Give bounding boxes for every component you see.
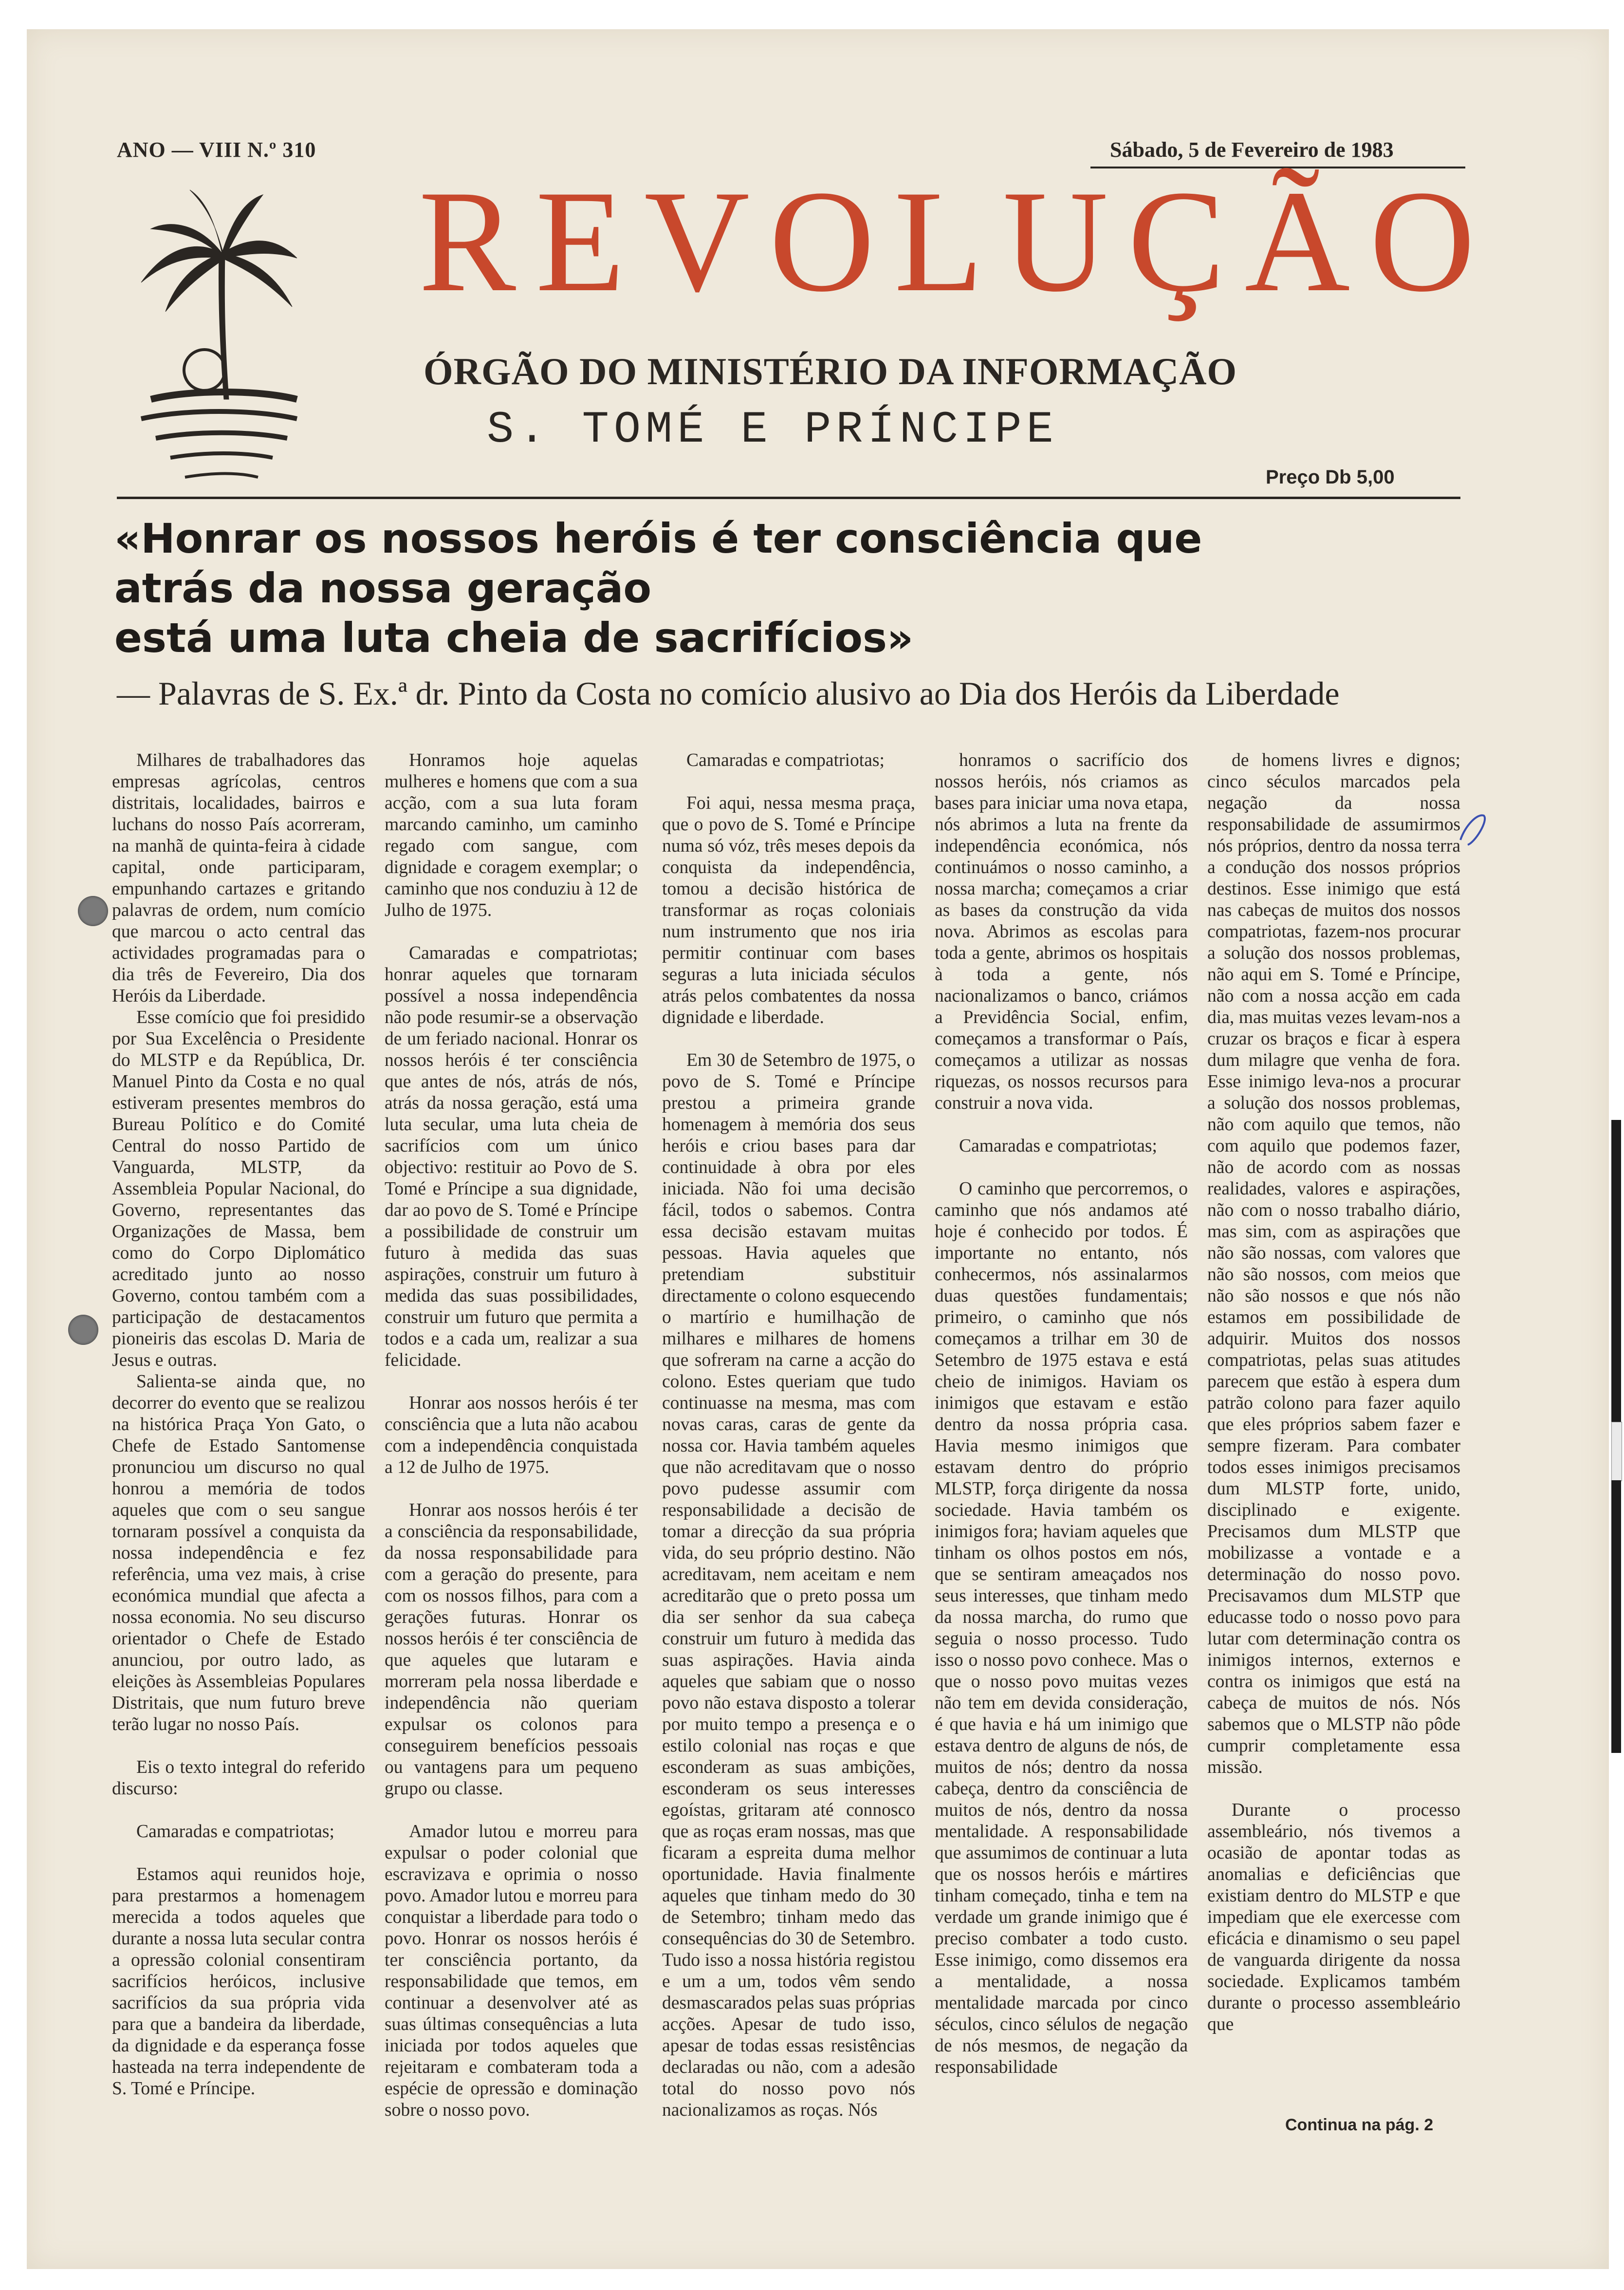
punch-hole	[78, 896, 108, 926]
main-headline	[114, 514, 1487, 663]
headline-subtitle: — Palavras de S. Ex.ª dr. Pinto da Costa no comício alusivo ao Dia dos Heróis da Liberdade	[117, 675, 1340, 712]
paragraph: Honramos hoje aquelas mulheres e homens que com a sua acção, com a sua luta foram marcando caminho, um caminho regado com sangue, com dignidade e coragem exemplar; o caminho que nos conduziu à 12 de Julho de 1975.	[385, 750, 638, 920]
country-line: S. TOMÉ E PRÍNCIPE	[487, 404, 1058, 455]
palm-tree-on-island-icon	[131, 185, 307, 497]
paragraph: Durante o processo assembleário, nós tivemos a ocasião de apontar todas as anomalias e deficiências que existiam dentro do MLSTP e que impediam que ele exercesse com eficácia e dinamismo o seu papel de vanguarda dirigente da nossa sociedade. Explicamos também durante o processo assembleário que	[1207, 1800, 1460, 2034]
paragraph: honramos o sacrifício dos nossos heróis, nós criamos as bases para iniciar uma nova etapa, nós abrimos a luta na frente da independência económica, nós continuámos o nosso caminho, a nossa marcha; começamos a criar as bases da construção da vida nova. Abrimos as escolas para toda a gente, abrimos os hospitais à toda a gente, nós nacionalizamos o banco, criámos a Previdência Social, enfim, começamos a transformar o País, começamos a utilizar as nossas riquezas, os nossos recursos para construir a nova vida.	[935, 750, 1188, 1113]
paragraph: Milhares de trabalhadores das empresas agrícolas, centros distritais, localidades, bairros e luchans do nosso País acorreram, na manhã de quinta-feira à cidade capital, onde participaram, empunhando cartazes e gritando palavras de ordem, num comício que marcou o acto central das actividades programadas para o dia três de Fevereiro, Dia dos Heróis da Liberdade.	[112, 750, 365, 1006]
paragraph: Salienta-se ainda que, no decorrer do evento que se realizou na histórica Praça Yon Gato, o Chefe de Estado Santomense pronunciou um discurso no qual honrou a memória de todos aqueles que com o seu sangue tornaram possível a conquista da nossa independência e fez referência, uma vez mais, à crise económica mundial que afecta a nossa economia. No seu discurso orientador o Chefe de Estado anunciou, por outro lado, as eleições às Assembleias Populares Distritais, que num futuro breve terão lugar no nosso País.	[112, 1372, 365, 1734]
paragraph: Honrar aos nossos heróis é ter a consciência da responsabilidade, da nossa responsabilidade para com a geração do presente, para com os nossos filhos, para com a gerações futuras. Honrar os nossos heróis é ter consciência de que aqueles que lutaram e morreram pela nossa liberdade e independência não queriam expulsar os colonos para conseguirem benefícios pessoais ou vantagens para um pequeno grupo ou classe.	[385, 1500, 638, 1799]
article-column-4	[935, 750, 1188, 2078]
paragraph: Estamos aqui reunidos hoje, para prestarmos a homenagem merecida a todos aqueles que durante a nossa luta secular contra a opressão colonial consentiram sacrifícios heróicos, inclusive sacrifícios da sua própria vida para que a bandeira da liberdade, da dignidade e da esperança fosse hasteada na terra independente de S. Tomé e Príncipe.	[112, 1864, 365, 2099]
headline-line-3: está uma luta cheia de sacrifícios»	[114, 614, 914, 662]
paragraph: Camaradas e compatriotas;	[136, 1822, 334, 1842]
paragraph: Camaradas e compatriotas;	[686, 750, 885, 770]
price-label: Preço Db 5,00	[1266, 466, 1395, 488]
headline-line-1: «Honrar os nossos heróis é ter consciência que	[114, 515, 1202, 562]
masthead-rule	[117, 497, 1460, 499]
article-column-5	[1207, 750, 1460, 2035]
issue-number: ANO — VIII N.º 310	[117, 138, 316, 162]
pen-mark-icon	[1456, 806, 1490, 850]
paragraph: Em 30 de Setembro de 1975, o povo de S. Tomé e Príncipe prestou a primeira grande homenagem à memória dos seus heróis e criou bases para dar continuidade à obra por eles iniciada. Não foi uma decisão fácil, todos o sabemos. Contra essa decisão estavam muitas pessoas. Havia aqueles que pretendiam substituir directamente o colono esquecendo o martírio e humilhação de milhares e milhares de homens que sofreram na carne a acção do colono. Estes queriam que tudo continuasse na mesma, mas com novas caras, caras de gente da nossa cor. Havia também aqueles que não acreditavam que o nosso povo pudesse assumir com responsabilidade a decisão de tomar a direcção da sua própria vida, do seu próprio destino. Não acreditavam, nem aceitam e nem acreditarão que o preto possa um dia ser senhor da sua cabeça construir um futuro à medida das suas aspirações. Havia ainda aqueles que sabiam que o nosso povo não estava disposto a tolerar por muito tempo a presença e o estilo colonial nas roças e que esconderam as suas ambições, esconderam os seus interesses egoístas, gritaram até connosco que as roças eram nossas, mas que ficaram a espreita duma melhor oportunidade. Havia finalmente aqueles que tinham medo do 30 de Setembro; tinham medo das consequências do 30 de Setembro. Tudo isso a nossa história registou e um a um, todos vêm sendo desmascarados pelas suas próprias acções. Apesar de tudo isso, apesar de todas essas resistências declaradas ou não, com a adesão total do nosso povo nós nacionalizamos as roças. Nós	[662, 1050, 915, 2120]
paragraph: Camaradas e compatriotas; honrar aqueles que tornaram possível a nossa independência não pode resumir-se a observação de um feriado nacional. Honrar os nossos heróis é ter consciência que antes de nós, atrás de nós, atrás da nossa geração, está uma luta secular, uma luta cheia de sacrifícios com um único objectivo: restituir ao Povo de S. Tomé e Príncipe a sua dignidade, dar ao povo de S. Tomé e Príncipe a possibilidade de construir um futuro à medida das suas aspirações, construir um futuro à medida das suas possibilidades, construir um futuro que permita a todos e a cada um, realizar a sua felicidade.	[385, 943, 638, 1370]
paragraph: Amador lutou e morreu para expulsar o poder colonial que escravizava e oprimia o nosso povo. Amador lutou e morreu para conquistar a liberdade para todo o povo. Honrar os nossos heróis é ter consciência portanto, da responsabilidade que temos, em continuar a desenvolver até as suas últimas consequências a luta iniciada por todos aqueles que rejeitaram e combateram toda a espécie de opressão e dominação sobre o nosso povo.	[385, 1822, 638, 2120]
continued-note: Continua na pág. 2	[1285, 2116, 1434, 2134]
punch-hole	[68, 1315, 98, 1345]
paragraph: Eis o texto integral do referido discurso:	[112, 1757, 365, 1799]
article-column-1	[112, 750, 365, 2100]
top-margin	[0, 0, 1624, 29]
paragraph: Esse comício que foi presidido por Sua Excelência o Presidente do MLSTP e da República, Dr. Manuel Pinto da Costa e no qual estiveram presentes membros do Bureau Político e do Comité Central do nosso Partido de Vanguarda, MLSTP, da Assembleia Popular Nacional, do Governo, representantes das Organizações de Massa, bem como do Corpo Diplomático acreditado junto ao nosso Governo, contou também com a participação de destacamentos pioneiris das escolas D. Maria de Jesus e outras.	[112, 1007, 365, 1370]
article-column-3	[662, 750, 915, 2121]
newspaper-title: REVOLUÇÃO	[419, 160, 1495, 322]
headline-line-2: atrás da nossa geração	[114, 564, 652, 612]
paragraph: Camaradas e compatriotas;	[959, 1136, 1157, 1156]
publisher-line: ÓRGÃO DO MINISTÉRIO DA INFORMAÇÃO	[424, 350, 1237, 392]
paragraph: de homens livres e dignos; cinco séculos marcados pela negação da nossa responsabilidade de assumirmos nós próprios, dentro da nossa terra a condução dos nossos próprios destinos. Esse inimigo que está nas cabeças de muitos dos nossos compatriotas, fazem-nos procurar a solução dos nossos problemas, não aqui em S. Tomé e Príncipe, não com a nossa acção em cada dia, mas muitas vezes levam-nos a cruzar os braços e ficar à espera dum milagre que venha de fora. Esse inimigo leva-nos a procurar a solução dos nossos problemas, não com aquilo que temos, não com aquilo que podemos fazer, não de acordo com as nossas realidades, valores e aspirações, não com o nosso trabalho diário, mas sim, com as aspirações que não são nossas, com valores que não são nossos, com meios que não são nossos e que nós não estamos em possibilidade de adquirir. Muitos dos nossos compatriotas, pelas suas atitudes parecem que estão à espera dum patrão colono para fazer aquilo que eles próprios sabem fazer e sempre fizeram. Para combater todos esses inimigos precisamos dum MLSTP forte, unido, disciplinado e exigente. Precisamos dum MLSTP que mobilizasse a vontade e a determinação do nosso povo. Precisavamos dum MLSTP que educasse todo o nosso povo para lutar com determinação contra os inimigos internos, externos e contra os inimigos que está na cabeça de muitos de nós. Nós sabemos que o MLSTP não pôde cumprir completamente essa missão.	[1207, 750, 1460, 1777]
scan-edge-strip	[1609, 0, 1624, 2290]
paragraph: Foi aqui, nessa mesma praça, que o povo de S. Tomé e Príncipe numa só vóz, três meses depois da conquista da independência, tomou a decisão histórica de transformar as roças coloniais num instrumento que nos iria permitir continuar com bases seguras a luta iniciada séculos atrás pelos combatentes da nossa dignidade e liberdade.	[662, 793, 915, 1027]
paragraph: O caminho que percorremos, o caminho que nós andamos até hoje é conhecido por todos. É importante no entanto, nós conhecermos, nós assinalarmos duas questões fundamentais; primeiro, o caminho que nós começamos a trilhar em 30 de Setembro de 1975 estava e está cheio de inimigos. Haviam os inimigos que estavam e estão dentro da nossa própria casa. Havia mesmo inimigos que estavam dentro do próprio MLSTP, força dirigente da nossa sociedade. Havia também os inimigos fora; haviam aqueles que tinham os olhos postos em nós, que se sentiram ameaçados nos seus interesses, que tinham medo da nossa marcha, do rumo que seguia o nosso processo. Tudo isso o nosso povo conhece. Mas o que o nosso povo muitas vezes não tem em devida consideração, é que havia e há um inimigo que estava dentro de alguns de nós, de muitos de nós; dentro da nossa cabeça, dentro da consciência de muitos de nós, dentro da nossa mentalidade. A responsabilidade que assumimos de continuar a luta que os nossos heróis e mártires tinham começado, tinha e tem na verdade um grande inimigo que é preciso combater a todo custo. Esse inimigo, como dissemos era a mentalidade, a nossa mentalidade marcada por cinco séculos, cinco sélulos de negação de nós mesmos, de negação da responsabilidade	[935, 1179, 1188, 2077]
paragraph: Honrar aos nossos heróis é ter consciência que a luta não acabou com a independência conquistada a 12 de Julho de 1975.	[385, 1393, 638, 1477]
article-column-2	[385, 750, 638, 2121]
issue-date: Sábado, 5 de Fevereiro de 1983	[1110, 138, 1394, 162]
